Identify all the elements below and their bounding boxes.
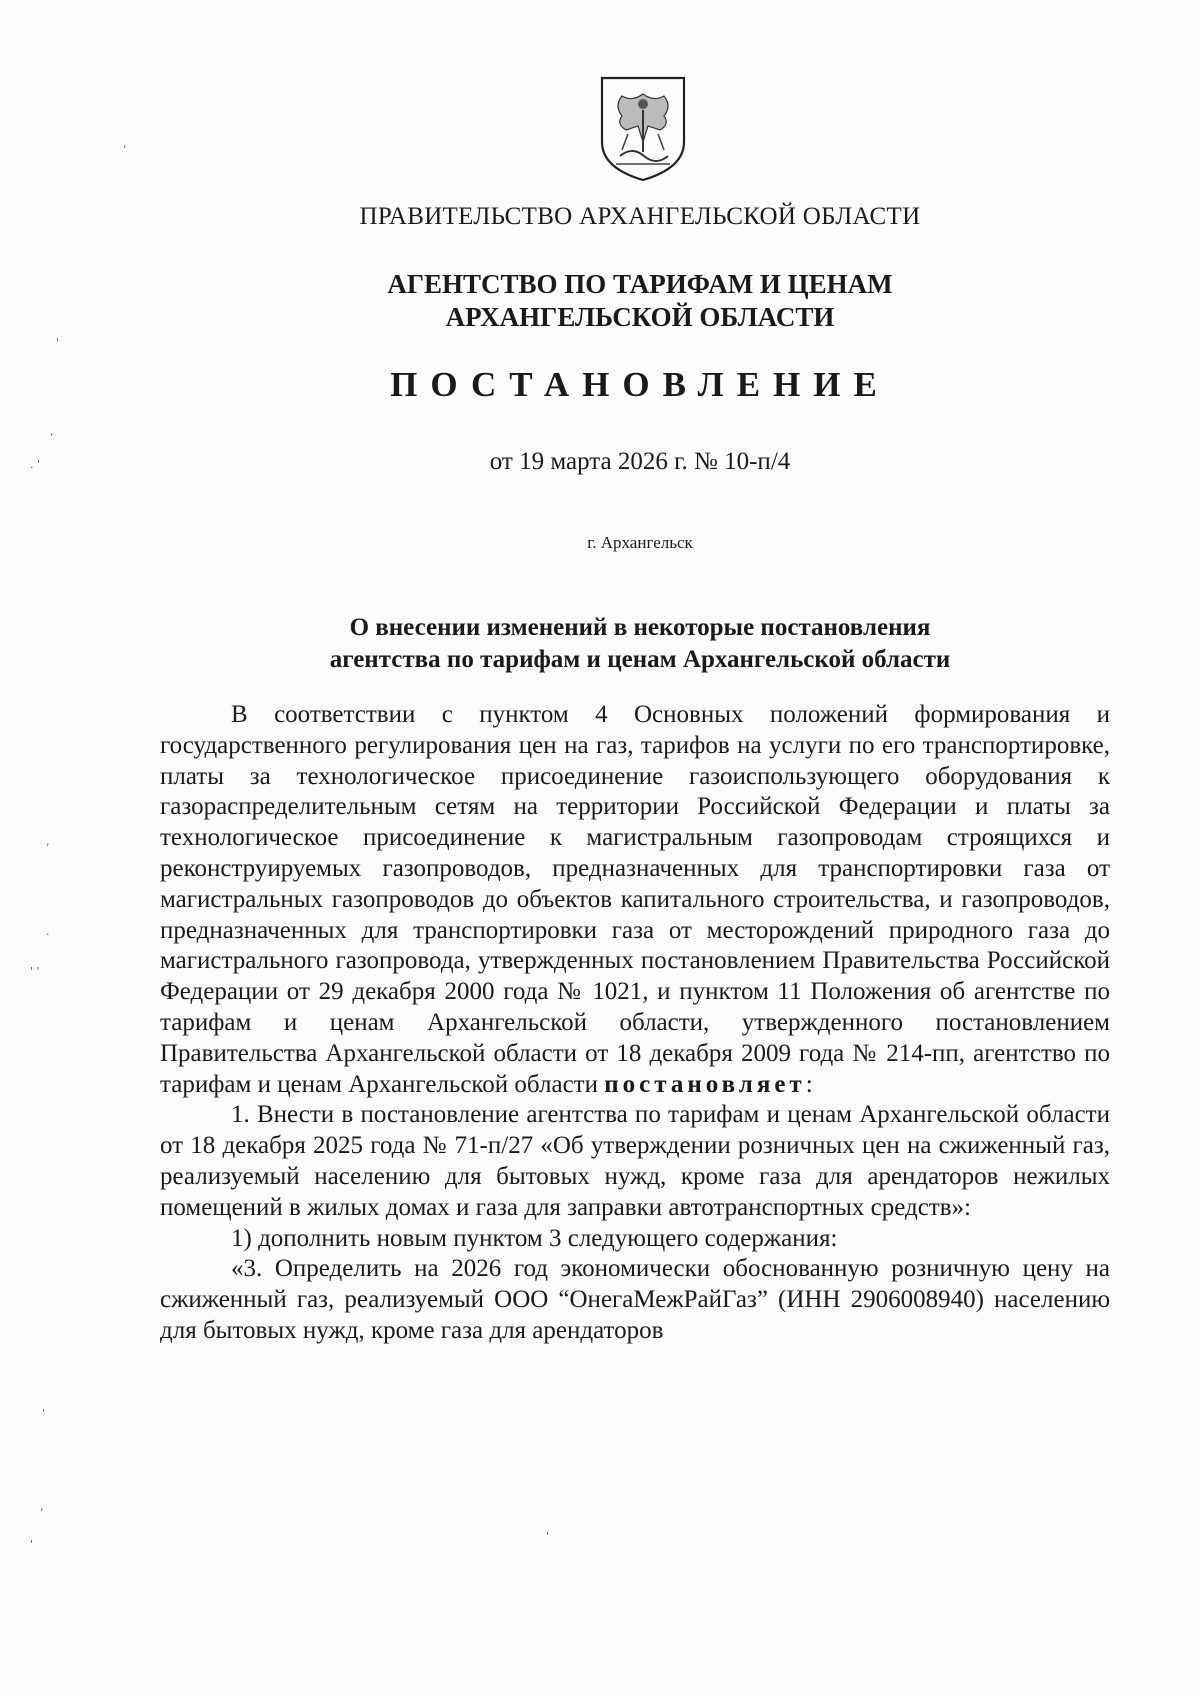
scan-speck: , bbox=[40, 1500, 44, 1513]
scan-speck: ' bbox=[546, 1530, 550, 1543]
scan-speck: , bbox=[46, 835, 50, 848]
scan-speck: ' bbox=[56, 336, 60, 349]
subject-line2: агентства по тарифам и ценам Архангельской области bbox=[329, 646, 951, 673]
document-subject bbox=[150, 612, 1130, 676]
government-name: ПРАВИТЕЛЬСТВО АРХАНГЕЛЬСКОЙ ОБЛАСТИ bbox=[359, 203, 921, 230]
subject-line1: О внесении изменений в некоторые постановления bbox=[349, 614, 931, 641]
scan-speck: ' ' bbox=[30, 965, 40, 978]
item-1-subitem-1-paragraph: 1) дополнить новым пунктом 3 следующего содержания: bbox=[231, 1224, 838, 1252]
quoted-item-3-paragraph: «3. Определить на 2026 год экономически обоснованную розничную цену на сжиженный газ, реализуемый ООО “ОнегаМежРайГаз” (ИНН 2906008940) населению для бытовых нужд, кроме газа для арендаторов bbox=[160, 1255, 1110, 1344]
scan-speck: , bbox=[123, 137, 127, 150]
scan-speck: ' bbox=[42, 1407, 46, 1420]
preamble-paragraph bbox=[160, 700, 1110, 1100]
scan-speck: . ' bbox=[30, 458, 41, 471]
agency-name bbox=[150, 268, 1130, 334]
scan-speck: ' bbox=[30, 1538, 34, 1551]
agency-name-line2: АРХАНГЕЛЬСКОЙ ОБЛАСТИ bbox=[445, 302, 835, 332]
item-1-paragraph: 1. Внести в постановление агентства по тарифам и ценам Архангельской области от 18 декабря 2025 года № 71-п/27 «Об утверждении розничных цен на сжиженный газ, реализуемый населению для бытовых нужд, кроме газа для арендаторов нежилых помещений в жилых домах и газа для заправки автотранспортных средств»: bbox=[160, 1101, 1110, 1221]
agency-name-line1: АГЕНТСТВО ПО ТАРИФАМ И ЦЕНАМ bbox=[387, 269, 893, 299]
resolves-colon: : bbox=[805, 1070, 813, 1098]
document-city: г. Архангельск bbox=[587, 533, 693, 552]
scan-speck: , bbox=[50, 425, 54, 438]
scan-speck: . bbox=[46, 925, 50, 938]
preamble-text: В соответствии с пунктом 4 Основных положений формирования и государственного регулирования цен на газ, тарифов на услуги по его транспортировке, платы за технологическое присоединение газоиспользующего оборудования к газораспределительным сетям на территории Российской Федерации и платы за технологическое присоединение к магистральным газопроводам строящихся и реконструируемых газопроводов, предназначенных для транспортировки газа от магистральных газопроводов до объектов капитального строительства, и газопроводов, предназначенных для транспортировки газа от месторождений природного газа до магистрального газопровода, утвержденных постановлением Правительства Российской Федерации от 29 декабря 2000 года № 1021, и пунктом 11 Положения об агентстве по тарифам и ценам Архангельской области, утвержденного постановлением Правительства Архангельской области от 18 декабря 2009 года № 214-пп, агентство по тарифам и ценам Архангельской области bbox=[160, 701, 1110, 1098]
coat-of-arms-emblem-icon bbox=[592, 72, 694, 184]
document-body bbox=[160, 700, 1110, 1347]
document-date-number: от 19 марта 2026 г. № 10-п/4 bbox=[489, 448, 791, 475]
document-type-title: ПОСТАНОВЛЕНИЕ bbox=[390, 365, 890, 404]
resolves-word: постановляет bbox=[604, 1070, 806, 1098]
